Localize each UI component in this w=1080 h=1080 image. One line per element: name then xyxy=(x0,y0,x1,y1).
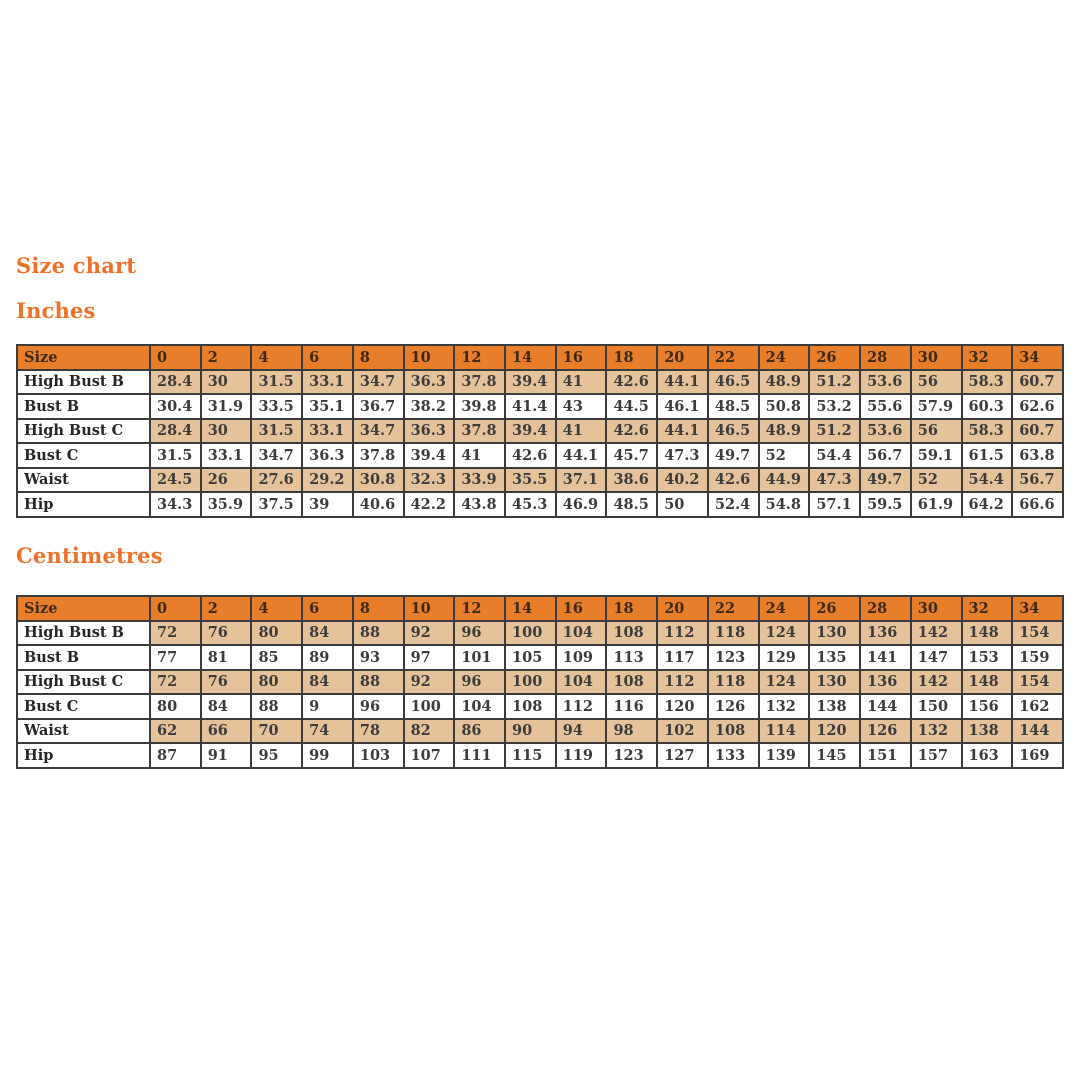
data-cell: 40.6 xyxy=(353,492,404,517)
data-cell: 88 xyxy=(353,621,404,646)
data-cell: 91 xyxy=(201,743,252,768)
data-cell: 51.2 xyxy=(809,370,860,395)
data-cell: 142 xyxy=(911,621,962,646)
data-cell: 64.2 xyxy=(962,492,1013,517)
data-cell: 56.7 xyxy=(1012,468,1063,493)
data-cell: 98 xyxy=(606,719,657,744)
data-cell: 48.9 xyxy=(759,419,810,444)
data-cell: 60.3 xyxy=(962,394,1013,419)
data-cell: 108 xyxy=(505,694,556,719)
data-cell: 92 xyxy=(404,670,455,695)
size-column-header: 28 xyxy=(860,345,911,370)
data-cell: 88 xyxy=(251,694,302,719)
row-label: Hip xyxy=(17,492,150,517)
data-cell: 33.1 xyxy=(302,419,353,444)
data-cell: 46.9 xyxy=(556,492,607,517)
data-cell: 89 xyxy=(302,645,353,670)
data-cell: 103 xyxy=(353,743,404,768)
data-cell: 48.5 xyxy=(606,492,657,517)
size-header-cell: Size xyxy=(17,596,150,621)
data-cell: 130 xyxy=(809,670,860,695)
data-cell: 56 xyxy=(911,370,962,395)
data-cell: 31.9 xyxy=(201,394,252,419)
size-header-cell: Size xyxy=(17,345,150,370)
inches-size-table xyxy=(16,344,1064,518)
size-column-header: 12 xyxy=(454,596,505,621)
data-cell: 48.9 xyxy=(759,370,810,395)
data-cell: 32.3 xyxy=(404,468,455,493)
size-column-header: 34 xyxy=(1012,345,1063,370)
data-cell: 30.4 xyxy=(150,394,201,419)
size-column-header: 26 xyxy=(809,596,860,621)
data-cell: 80 xyxy=(150,694,201,719)
data-cell: 42.2 xyxy=(404,492,455,517)
data-cell: 76 xyxy=(201,670,252,695)
data-cell: 36.3 xyxy=(404,419,455,444)
data-cell: 96 xyxy=(454,621,505,646)
data-cell: 62.6 xyxy=(1012,394,1063,419)
data-cell: 132 xyxy=(911,719,962,744)
data-cell: 145 xyxy=(809,743,860,768)
data-cell: 92 xyxy=(404,621,455,646)
data-cell: 43.8 xyxy=(454,492,505,517)
data-cell: 129 xyxy=(759,645,810,670)
row-label: Hip xyxy=(17,743,150,768)
table-row xyxy=(17,743,1063,768)
data-cell: 30 xyxy=(201,370,252,395)
data-cell: 38.6 xyxy=(606,468,657,493)
data-cell: 43 xyxy=(556,394,607,419)
data-cell: 135 xyxy=(809,645,860,670)
data-cell: 154 xyxy=(1012,670,1063,695)
data-cell: 86 xyxy=(454,719,505,744)
size-column-header: 28 xyxy=(860,596,911,621)
size-column-header: 32 xyxy=(962,596,1013,621)
data-cell: 108 xyxy=(606,621,657,646)
data-cell: 147 xyxy=(911,645,962,670)
data-cell: 80 xyxy=(251,621,302,646)
data-cell: 112 xyxy=(556,694,607,719)
data-cell: 28.4 xyxy=(150,370,201,395)
data-cell: 27.6 xyxy=(251,468,302,493)
data-cell: 159 xyxy=(1012,645,1063,670)
data-cell: 47.3 xyxy=(657,443,708,468)
data-cell: 44.1 xyxy=(657,419,708,444)
data-cell: 41 xyxy=(556,419,607,444)
data-cell: 39.4 xyxy=(505,419,556,444)
data-cell: 82 xyxy=(404,719,455,744)
data-cell: 130 xyxy=(809,621,860,646)
data-cell: 61.9 xyxy=(911,492,962,517)
data-cell: 44.9 xyxy=(759,468,810,493)
data-cell: 53.2 xyxy=(809,394,860,419)
data-cell: 148 xyxy=(962,621,1013,646)
data-cell: 54.4 xyxy=(809,443,860,468)
data-cell: 30 xyxy=(201,419,252,444)
data-cell: 48.5 xyxy=(708,394,759,419)
data-cell: 127 xyxy=(657,743,708,768)
data-cell: 136 xyxy=(860,670,911,695)
data-cell: 123 xyxy=(606,743,657,768)
size-column-header: 14 xyxy=(505,345,556,370)
data-cell: 36.7 xyxy=(353,394,404,419)
data-cell: 54.4 xyxy=(962,468,1013,493)
size-column-header: 8 xyxy=(353,596,404,621)
size-column-header: 22 xyxy=(708,345,759,370)
data-cell: 108 xyxy=(606,670,657,695)
data-cell: 33.5 xyxy=(251,394,302,419)
data-cell: 162 xyxy=(1012,694,1063,719)
data-cell: 29.2 xyxy=(302,468,353,493)
data-cell: 77 xyxy=(150,645,201,670)
data-cell: 113 xyxy=(606,645,657,670)
size-column-header: 10 xyxy=(404,596,455,621)
table-row xyxy=(17,419,1063,444)
data-cell: 50.8 xyxy=(759,394,810,419)
data-cell: 26 xyxy=(201,468,252,493)
data-cell: 104 xyxy=(454,694,505,719)
data-cell: 58.3 xyxy=(962,370,1013,395)
data-cell: 107 xyxy=(404,743,455,768)
data-cell: 41.4 xyxy=(505,394,556,419)
data-cell: 50 xyxy=(657,492,708,517)
data-cell: 35.9 xyxy=(201,492,252,517)
data-cell: 24.5 xyxy=(150,468,201,493)
data-cell: 40.2 xyxy=(657,468,708,493)
row-label: Bust B xyxy=(17,645,150,670)
row-label: Bust C xyxy=(17,443,150,468)
data-cell: 63.8 xyxy=(1012,443,1063,468)
size-column-header: 6 xyxy=(302,345,353,370)
data-cell: 100 xyxy=(505,621,556,646)
table-row xyxy=(17,670,1063,695)
size-column-header: 4 xyxy=(251,345,302,370)
data-cell: 49.7 xyxy=(708,443,759,468)
data-cell: 96 xyxy=(353,694,404,719)
data-cell: 41 xyxy=(454,443,505,468)
data-cell: 44.1 xyxy=(556,443,607,468)
data-cell: 93 xyxy=(353,645,404,670)
size-column-header: 24 xyxy=(759,345,810,370)
data-cell: 36.3 xyxy=(302,443,353,468)
data-cell: 28.4 xyxy=(150,419,201,444)
size-column-header: 0 xyxy=(150,345,201,370)
size-column-header: 18 xyxy=(606,596,657,621)
data-cell: 34.7 xyxy=(353,370,404,395)
data-cell: 58.3 xyxy=(962,419,1013,444)
data-cell: 118 xyxy=(708,621,759,646)
data-cell: 124 xyxy=(759,670,810,695)
data-cell: 81 xyxy=(201,645,252,670)
size-column-header: 30 xyxy=(911,596,962,621)
header-row xyxy=(17,596,1063,621)
data-cell: 118 xyxy=(708,670,759,695)
data-cell: 88 xyxy=(353,670,404,695)
data-cell: 133 xyxy=(708,743,759,768)
data-cell: 31.5 xyxy=(251,419,302,444)
data-cell: 153 xyxy=(962,645,1013,670)
data-cell: 39.4 xyxy=(404,443,455,468)
data-cell: 70 xyxy=(251,719,302,744)
size-column-header: 20 xyxy=(657,596,708,621)
data-cell: 54.8 xyxy=(759,492,810,517)
data-cell: 120 xyxy=(657,694,708,719)
data-cell: 52 xyxy=(911,468,962,493)
data-cell: 102 xyxy=(657,719,708,744)
size-column-header: 2 xyxy=(201,596,252,621)
table-row xyxy=(17,370,1063,395)
data-cell: 100 xyxy=(404,694,455,719)
data-cell: 138 xyxy=(962,719,1013,744)
data-cell: 141 xyxy=(860,645,911,670)
data-cell: 116 xyxy=(606,694,657,719)
data-cell: 124 xyxy=(759,621,810,646)
data-cell: 31.5 xyxy=(251,370,302,395)
data-cell: 156 xyxy=(962,694,1013,719)
table-row xyxy=(17,645,1063,670)
size-column-header: 2 xyxy=(201,345,252,370)
data-cell: 39.4 xyxy=(505,370,556,395)
data-cell: 52 xyxy=(759,443,810,468)
centimetres-section-heading: Centimetres xyxy=(16,543,163,568)
data-cell: 138 xyxy=(809,694,860,719)
data-cell: 66 xyxy=(201,719,252,744)
data-cell: 105 xyxy=(505,645,556,670)
data-cell: 56 xyxy=(911,419,962,444)
data-cell: 57.9 xyxy=(911,394,962,419)
data-cell: 112 xyxy=(657,670,708,695)
data-cell: 33.1 xyxy=(201,443,252,468)
data-cell: 53.6 xyxy=(860,419,911,444)
size-column-header: 14 xyxy=(505,596,556,621)
data-cell: 55.6 xyxy=(860,394,911,419)
data-cell: 60.7 xyxy=(1012,419,1063,444)
table-row xyxy=(17,468,1063,493)
data-cell: 62 xyxy=(150,719,201,744)
data-cell: 9 xyxy=(302,694,353,719)
data-cell: 169 xyxy=(1012,743,1063,768)
data-cell: 53.6 xyxy=(860,370,911,395)
size-column-header: 16 xyxy=(556,596,607,621)
data-cell: 31.5 xyxy=(150,443,201,468)
data-cell: 76 xyxy=(201,621,252,646)
data-cell: 42.6 xyxy=(606,419,657,444)
size-column-header: 24 xyxy=(759,596,810,621)
size-column-header: 6 xyxy=(302,596,353,621)
data-cell: 56.7 xyxy=(860,443,911,468)
data-cell: 111 xyxy=(454,743,505,768)
data-cell: 37.1 xyxy=(556,468,607,493)
page-title: Size chart xyxy=(16,253,137,278)
data-cell: 104 xyxy=(556,670,607,695)
data-cell: 37.8 xyxy=(454,419,505,444)
data-cell: 151 xyxy=(860,743,911,768)
data-cell: 94 xyxy=(556,719,607,744)
data-cell: 35.5 xyxy=(505,468,556,493)
data-cell: 45.3 xyxy=(505,492,556,517)
data-cell: 34.3 xyxy=(150,492,201,517)
data-cell: 72 xyxy=(150,670,201,695)
data-cell: 46.5 xyxy=(708,419,759,444)
data-cell: 87 xyxy=(150,743,201,768)
data-cell: 36.3 xyxy=(404,370,455,395)
data-cell: 101 xyxy=(454,645,505,670)
data-cell: 120 xyxy=(809,719,860,744)
header-row xyxy=(17,345,1063,370)
table-row xyxy=(17,719,1063,744)
data-cell: 84 xyxy=(201,694,252,719)
data-cell: 144 xyxy=(860,694,911,719)
data-cell: 59.5 xyxy=(860,492,911,517)
data-cell: 78 xyxy=(353,719,404,744)
data-cell: 37.8 xyxy=(454,370,505,395)
data-cell: 104 xyxy=(556,621,607,646)
data-cell: 154 xyxy=(1012,621,1063,646)
table-row xyxy=(17,394,1063,419)
data-cell: 119 xyxy=(556,743,607,768)
data-cell: 45.7 xyxy=(606,443,657,468)
data-cell: 85 xyxy=(251,645,302,670)
data-cell: 30.8 xyxy=(353,468,404,493)
row-label: High Bust B xyxy=(17,621,150,646)
table-row xyxy=(17,443,1063,468)
data-cell: 150 xyxy=(911,694,962,719)
size-column-header: 30 xyxy=(911,345,962,370)
size-column-header: 34 xyxy=(1012,596,1063,621)
data-cell: 90 xyxy=(505,719,556,744)
data-cell: 117 xyxy=(657,645,708,670)
data-cell: 46.1 xyxy=(657,394,708,419)
data-cell: 126 xyxy=(860,719,911,744)
data-cell: 46.5 xyxy=(708,370,759,395)
data-cell: 112 xyxy=(657,621,708,646)
size-column-header: 8 xyxy=(353,345,404,370)
data-cell: 42.6 xyxy=(606,370,657,395)
table-row xyxy=(17,694,1063,719)
data-cell: 33.1 xyxy=(302,370,353,395)
data-cell: 34.7 xyxy=(251,443,302,468)
data-cell: 61.5 xyxy=(962,443,1013,468)
data-cell: 51.2 xyxy=(809,419,860,444)
size-column-header: 12 xyxy=(454,345,505,370)
size-column-header: 4 xyxy=(251,596,302,621)
table-row xyxy=(17,621,1063,646)
data-cell: 34.7 xyxy=(353,419,404,444)
data-cell: 114 xyxy=(759,719,810,744)
data-cell: 95 xyxy=(251,743,302,768)
data-cell: 74 xyxy=(302,719,353,744)
data-cell: 80 xyxy=(251,670,302,695)
data-cell: 41 xyxy=(556,370,607,395)
data-cell: 123 xyxy=(708,645,759,670)
size-column-header: 22 xyxy=(708,596,759,621)
data-cell: 37.8 xyxy=(353,443,404,468)
row-label: High Bust C xyxy=(17,419,150,444)
data-cell: 144 xyxy=(1012,719,1063,744)
data-cell: 66.6 xyxy=(1012,492,1063,517)
data-cell: 109 xyxy=(556,645,607,670)
data-cell: 38.2 xyxy=(404,394,455,419)
data-cell: 132 xyxy=(759,694,810,719)
row-label: High Bust B xyxy=(17,370,150,395)
data-cell: 136 xyxy=(860,621,911,646)
size-column-header: 10 xyxy=(404,345,455,370)
data-cell: 126 xyxy=(708,694,759,719)
data-cell: 148 xyxy=(962,670,1013,695)
data-cell: 100 xyxy=(505,670,556,695)
size-column-header: 26 xyxy=(809,345,860,370)
data-cell: 33.9 xyxy=(454,468,505,493)
data-cell: 39 xyxy=(302,492,353,517)
data-cell: 96 xyxy=(454,670,505,695)
centimetres-size-table xyxy=(16,595,1064,769)
data-cell: 59.1 xyxy=(911,443,962,468)
data-cell: 163 xyxy=(962,743,1013,768)
data-cell: 44.5 xyxy=(606,394,657,419)
data-cell: 52.4 xyxy=(708,492,759,517)
data-cell: 97 xyxy=(404,645,455,670)
row-label: High Bust C xyxy=(17,670,150,695)
data-cell: 49.7 xyxy=(860,468,911,493)
size-column-header: 20 xyxy=(657,345,708,370)
data-cell: 139 xyxy=(759,743,810,768)
row-label: Bust C xyxy=(17,694,150,719)
row-label: Waist xyxy=(17,468,150,493)
data-cell: 72 xyxy=(150,621,201,646)
data-cell: 115 xyxy=(505,743,556,768)
data-cell: 42.6 xyxy=(708,468,759,493)
data-cell: 47.3 xyxy=(809,468,860,493)
row-label: Waist xyxy=(17,719,150,744)
data-cell: 44.1 xyxy=(657,370,708,395)
row-label: Bust B xyxy=(17,394,150,419)
data-cell: 35.1 xyxy=(302,394,353,419)
data-cell: 142 xyxy=(911,670,962,695)
size-column-header: 32 xyxy=(962,345,1013,370)
inches-section-heading: Inches xyxy=(16,298,96,323)
table-row xyxy=(17,492,1063,517)
data-cell: 39.8 xyxy=(454,394,505,419)
data-cell: 108 xyxy=(708,719,759,744)
data-cell: 37.5 xyxy=(251,492,302,517)
data-cell: 84 xyxy=(302,670,353,695)
size-column-header: 0 xyxy=(150,596,201,621)
data-cell: 99 xyxy=(302,743,353,768)
data-cell: 60.7 xyxy=(1012,370,1063,395)
size-column-header: 16 xyxy=(556,345,607,370)
data-cell: 42.6 xyxy=(505,443,556,468)
size-column-header: 18 xyxy=(606,345,657,370)
data-cell: 157 xyxy=(911,743,962,768)
data-cell: 57.1 xyxy=(809,492,860,517)
data-cell: 84 xyxy=(302,621,353,646)
